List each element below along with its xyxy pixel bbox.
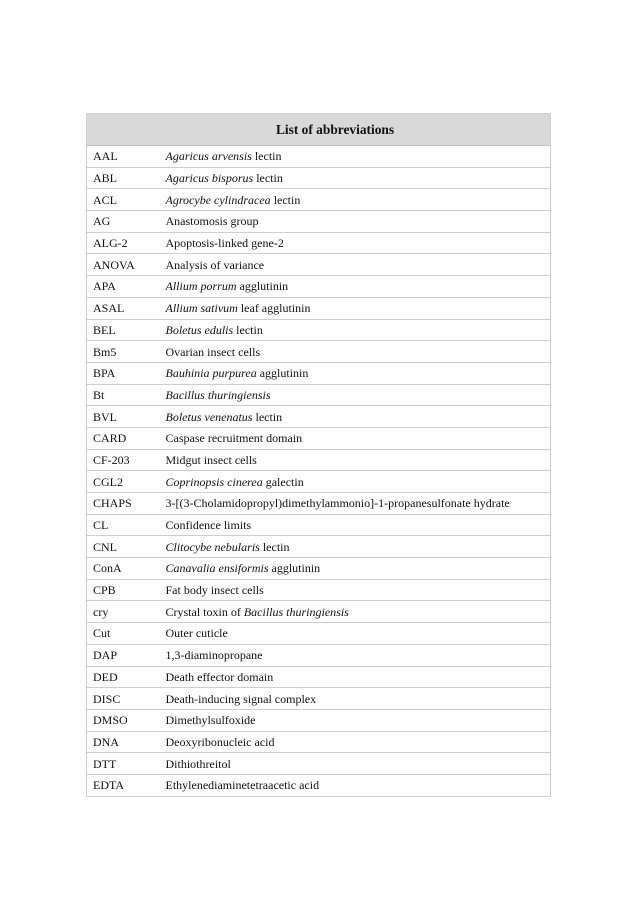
table-row xyxy=(87,493,551,515)
abbreviation-cell: ABL xyxy=(87,167,157,189)
table-row xyxy=(87,514,551,536)
abbreviation-cell: AAL xyxy=(87,146,157,168)
definition-cell xyxy=(157,601,551,623)
definition-italic-text: Coprinopsis cinerea xyxy=(165,474,263,489)
definition-italic-text: Boletus edulis xyxy=(165,322,234,337)
definition-cell xyxy=(157,146,551,168)
table-row xyxy=(87,167,551,189)
definition-cell xyxy=(157,362,551,384)
abbreviation-cell: EDTA xyxy=(87,774,157,796)
definition-cell xyxy=(157,514,551,536)
abbreviation-cell: ASAL xyxy=(87,297,157,319)
abbreviation-cell: cry xyxy=(87,601,157,623)
definition-text: lectin xyxy=(252,409,283,424)
table-row xyxy=(87,406,551,428)
definition-cell xyxy=(157,666,551,688)
abbreviation-cell: CGL2 xyxy=(87,471,157,493)
table-row xyxy=(87,688,551,710)
definition-italic-text: Bacillus thuringiensis xyxy=(243,604,349,619)
definition-text: Midgut insect cells xyxy=(165,452,257,467)
abbreviation-cell: DAP xyxy=(87,644,157,666)
definition-cell xyxy=(157,579,551,601)
definition-text: Dimethylsulfoxide xyxy=(165,713,256,728)
definition-text: Outer cuticle xyxy=(165,626,228,641)
definition-text: lectin xyxy=(253,171,283,186)
definition-text: Deoxyribonucleic acid xyxy=(165,734,275,749)
definition-text: lectin xyxy=(259,539,290,554)
definition-cell xyxy=(157,623,551,645)
definition-cell xyxy=(157,753,551,775)
definition-cell xyxy=(157,167,551,189)
definition-italic-text: Bauhinia purpurea xyxy=(165,366,257,381)
abbreviation-cell: DMSO xyxy=(87,709,157,731)
table-row xyxy=(87,297,551,319)
table-row xyxy=(87,384,551,406)
abbreviation-cell: CNL xyxy=(87,536,157,558)
table-row xyxy=(87,362,551,384)
abbreviation-cell: DTT xyxy=(87,753,157,775)
definition-cell xyxy=(157,644,551,666)
abbreviation-cell: AG xyxy=(87,211,157,233)
table-body xyxy=(87,146,551,797)
table-row xyxy=(87,709,551,731)
definition-text: Caspase recruitment domain xyxy=(165,431,303,446)
definition-text: agglutinin xyxy=(256,366,309,381)
abbreviation-cell: CL xyxy=(87,514,157,536)
definition-cell xyxy=(157,319,551,341)
table-title-text: List of abbreviations xyxy=(276,121,395,137)
definition-italic-text: Allium porrum xyxy=(165,279,237,294)
abbreviation-cell: CF-203 xyxy=(87,449,157,471)
abbreviation-cell: BPA xyxy=(87,362,157,384)
abbreviation-cell: DNA xyxy=(87,731,157,753)
definition-italic-text: Bacillus thuringiensis xyxy=(165,387,271,402)
table-row xyxy=(87,753,551,775)
abbreviation-cell: BEL xyxy=(87,319,157,341)
definition-italic-text: Canavalia ensiformis xyxy=(165,561,269,576)
table-row xyxy=(87,341,551,363)
table-row xyxy=(87,623,551,645)
abbreviation-cell: CPB xyxy=(87,579,157,601)
abbreviations-table xyxy=(86,113,551,797)
definition-cell xyxy=(157,536,551,558)
definition-cell xyxy=(157,558,551,580)
definition-italic-text: Agaricus arvensis xyxy=(165,149,252,164)
abbreviation-cell: Bm5 xyxy=(87,341,157,363)
table-row xyxy=(87,146,551,168)
definition-cell xyxy=(157,297,551,319)
definition-text: lectin xyxy=(251,149,282,164)
definition-cell xyxy=(157,427,551,449)
table-row xyxy=(87,232,551,254)
definition-text: Death effector domain xyxy=(165,669,274,684)
table-row xyxy=(87,276,551,298)
table-row xyxy=(87,254,551,276)
table-title xyxy=(87,114,551,146)
definition-cell xyxy=(157,709,551,731)
definition-cell xyxy=(157,341,551,363)
table-row xyxy=(87,536,551,558)
definition-text: lectin xyxy=(233,322,263,337)
definition-cell xyxy=(157,276,551,298)
definition-cell xyxy=(157,232,551,254)
definition-text: Fat body insect cells xyxy=(165,583,264,598)
definition-text: Anastomosis group xyxy=(165,214,259,229)
table-row xyxy=(87,774,551,796)
abbreviation-cell: CHAPS xyxy=(87,493,157,515)
table-row xyxy=(87,666,551,688)
definition-cell xyxy=(157,254,551,276)
table-row xyxy=(87,644,551,666)
abbreviation-cell: CARD xyxy=(87,427,157,449)
definition-cell xyxy=(157,211,551,233)
definition-text: Confidence limits xyxy=(165,518,252,533)
abbreviation-cell: Cut xyxy=(87,623,157,645)
definition-cell xyxy=(157,471,551,493)
table-row xyxy=(87,319,551,341)
definition-cell xyxy=(157,449,551,471)
definition-text: Analysis of variance xyxy=(165,257,265,272)
definition-text: Ovarian insect cells xyxy=(165,344,261,359)
definition-cell xyxy=(157,774,551,796)
definition-text: 1,3-diaminopropane xyxy=(165,648,263,663)
definition-cell xyxy=(157,384,551,406)
table-row xyxy=(87,189,551,211)
table-row xyxy=(87,449,551,471)
definition-italic-text: Agrocybe cylindracea xyxy=(165,192,271,207)
table-row xyxy=(87,211,551,233)
table-row xyxy=(87,731,551,753)
abbreviation-cell: DED xyxy=(87,666,157,688)
definition-italic-text: Boletus venenatus xyxy=(165,409,253,424)
definition-text: agglutinin xyxy=(268,561,321,576)
definition-text: agglutinin xyxy=(236,279,289,294)
definition-cell xyxy=(157,731,551,753)
abbreviation-cell: APA xyxy=(87,276,157,298)
definition-text: Death-inducing signal complex xyxy=(165,691,317,706)
definition-cell xyxy=(157,688,551,710)
definition-text: Apoptosis-linked gene-2 xyxy=(165,236,284,251)
table-row xyxy=(87,601,551,623)
abbreviation-cell: BVL xyxy=(87,406,157,428)
table-row xyxy=(87,558,551,580)
abbreviation-cell: DISC xyxy=(87,688,157,710)
definition-text: Ethylenediaminetetraacetic acid xyxy=(165,778,320,793)
definition-text: galectin xyxy=(262,474,304,489)
abbreviation-cell: ConA xyxy=(87,558,157,580)
abbreviation-cell: ACL xyxy=(87,189,157,211)
definition-text: leaf agglutinin xyxy=(237,301,311,316)
definition-italic-text: Agaricus bisporus xyxy=(165,171,254,186)
table-row xyxy=(87,427,551,449)
abbreviation-cell: Bt xyxy=(87,384,157,406)
definition-italic-text: Clitocybe nebularis xyxy=(165,539,260,554)
definition-text: Crystal toxin of xyxy=(165,604,244,619)
table-row xyxy=(87,579,551,601)
definition-cell xyxy=(157,493,551,515)
table-row xyxy=(87,471,551,493)
table-header-row xyxy=(87,114,551,146)
definition-italic-text: Allium sativum xyxy=(165,301,238,316)
definition-text: 3-[(3-Cholamidopropyl)dimethylammonio]-1-propanesulfonate hydrate xyxy=(165,496,510,511)
abbreviation-cell: ANOVA xyxy=(87,254,157,276)
definition-cell xyxy=(157,189,551,211)
definition-cell xyxy=(157,406,551,428)
definition-text: Dithiothreitol xyxy=(165,756,231,771)
definition-text: lectin xyxy=(270,192,301,207)
abbreviation-cell: ALG-2 xyxy=(87,232,157,254)
